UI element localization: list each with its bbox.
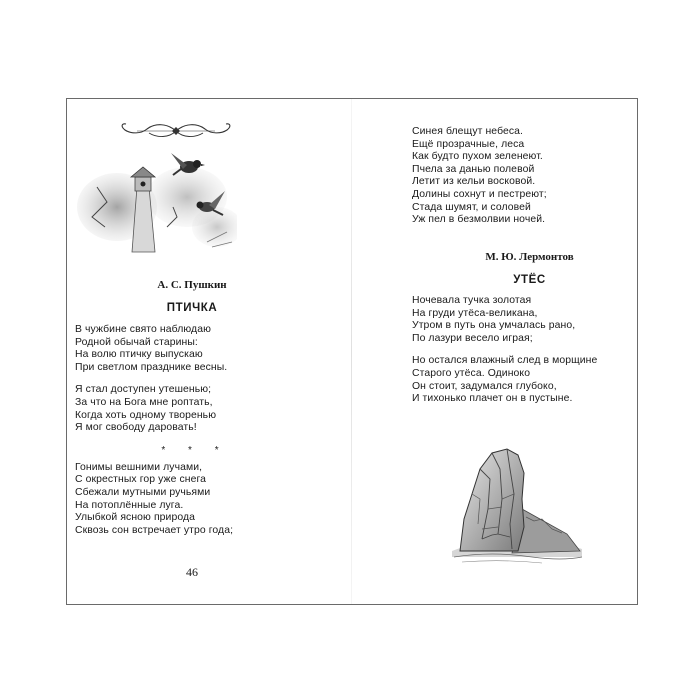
poem-line: Утром в путь она умчалась рано, bbox=[412, 320, 576, 332]
right-page bbox=[352, 99, 637, 604]
poem-line: Я стал доступен утешенью; bbox=[75, 384, 212, 396]
poem-line: На потоплённые луга. bbox=[75, 499, 184, 511]
poem-line: Как будто пухом зеленеют. bbox=[412, 151, 543, 163]
poem-line: На груди утёса-великана, bbox=[412, 307, 538, 319]
pushkin-author: А. С. Пушкин bbox=[157, 279, 227, 291]
utes-poem-body bbox=[412, 295, 597, 416]
stanza bbox=[75, 462, 315, 538]
poem-line: Уж пел в безмолвии ночей. bbox=[412, 214, 546, 226]
poem-line: Сквозь сон встречает утро года; bbox=[75, 524, 234, 536]
poem-line: Он стоит, задумался глубоко, bbox=[412, 380, 557, 392]
ptichka-poem-body bbox=[75, 324, 315, 547]
poem-line: Но остался влажный след в морщине bbox=[412, 355, 598, 367]
poem-line: На волю птичку выпускаю bbox=[75, 349, 203, 361]
ornament-flourish bbox=[117, 121, 235, 141]
poem-line: Сбежали мутными ручьями bbox=[75, 486, 211, 498]
poem-line: Ещё прозрачные, леса bbox=[412, 138, 525, 150]
poem-line: Старого утёса. Одиноко bbox=[412, 367, 531, 379]
poem-line: Гонимы вешними лучами, bbox=[75, 461, 203, 473]
poem-line: За что на Бога мне роптать, bbox=[75, 396, 213, 408]
poem-line: В чужбине свято наблюдаю bbox=[75, 324, 211, 335]
poem-line: Я мог свободу даровать! bbox=[75, 422, 197, 434]
poem-line: Улыбкой ясною природа bbox=[75, 512, 196, 524]
poem-line: При светлом празднике весны. bbox=[75, 361, 228, 373]
ptichka-poem-continuation bbox=[412, 126, 547, 227]
poem-title-utes: УТЁС bbox=[513, 274, 546, 286]
poem-line: И тихонько плачет он в пустыне. bbox=[412, 393, 573, 405]
poem-line: Долины сохнут и пестреют; bbox=[412, 188, 547, 200]
stanza bbox=[75, 384, 315, 434]
cliff-illustration bbox=[452, 439, 582, 569]
poem-line: Ночевала тучка золотая bbox=[412, 295, 532, 306]
stanza bbox=[412, 355, 597, 405]
poem-line: Когда хоть одному творенью bbox=[75, 409, 217, 421]
poem-line: Родной обычай старины: bbox=[75, 336, 198, 348]
stanza bbox=[412, 295, 597, 345]
left-page bbox=[67, 99, 351, 604]
section-separator: * * * bbox=[161, 444, 229, 456]
poem-line: Стада шумят, и соловей bbox=[412, 201, 531, 213]
birds-illustration bbox=[77, 147, 237, 257]
poem-line: Летит из кельи восковой. bbox=[412, 176, 536, 188]
book-spread bbox=[66, 98, 638, 605]
lermontov-author: М. Ю. Лермонтов bbox=[485, 251, 574, 263]
page-number: 46 bbox=[186, 565, 198, 579]
poem-line: Пчела за данью полевой bbox=[412, 163, 535, 175]
poem-line: По лазури весело играя; bbox=[412, 332, 533, 344]
stanza bbox=[75, 324, 315, 374]
poem-line: С окрестных гор уже снега bbox=[75, 474, 207, 486]
poem-title-ptichka: ПТИЧКА bbox=[166, 302, 218, 314]
poem-line: Синея блещут небеса. bbox=[412, 126, 524, 137]
